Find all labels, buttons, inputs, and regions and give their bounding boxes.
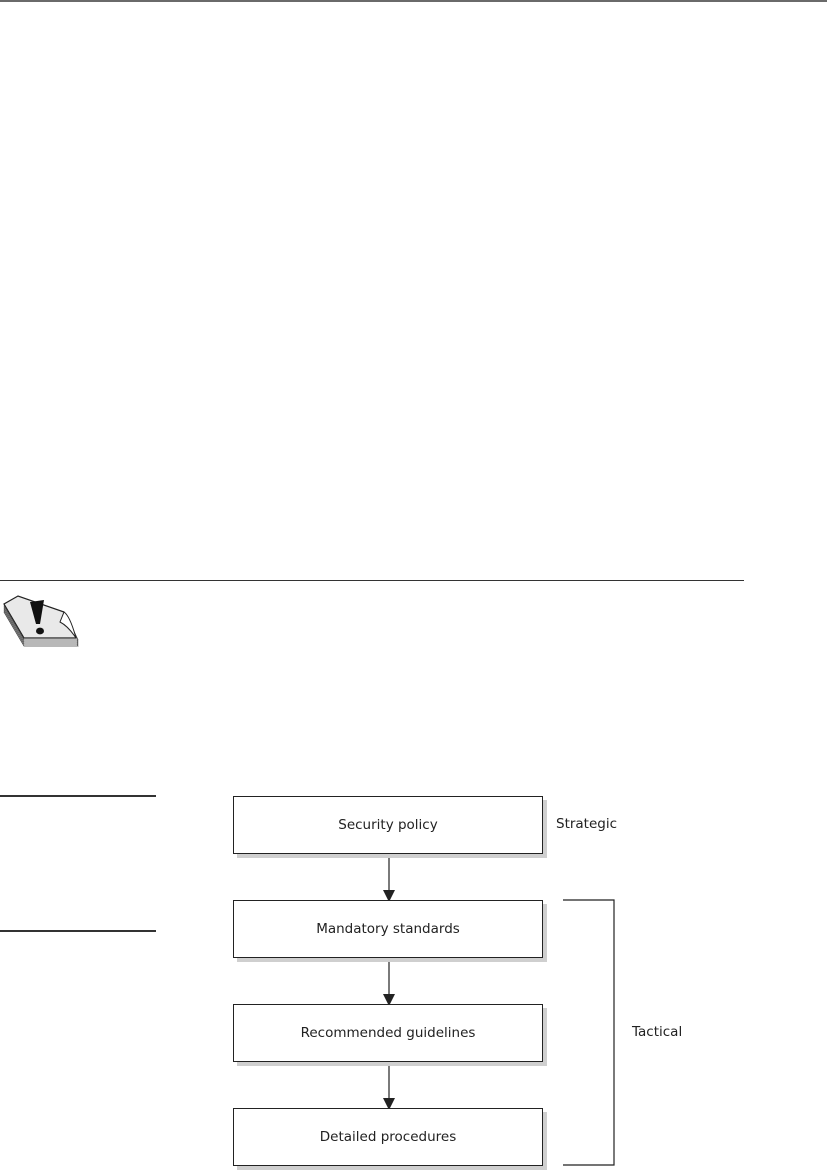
figure-caption-rule-bottom xyxy=(0,930,156,932)
tactical-bracket xyxy=(563,900,614,1165)
box-recommended-guidelines xyxy=(233,1004,543,1062)
level-label-tactical: Tactical xyxy=(632,1024,683,1040)
box-label: Detailed procedures xyxy=(319,1129,457,1145)
box-label: Security policy xyxy=(338,817,438,833)
caution-divider xyxy=(0,580,744,581)
level-label-strategic: Strategic xyxy=(556,816,618,832)
top-rule xyxy=(0,0,827,2)
box-label: Recommended guidelines xyxy=(300,1025,476,1041)
figure-caption-rule-top xyxy=(0,795,156,797)
caution-icon xyxy=(0,586,84,658)
box-label: Mandatory standards xyxy=(316,921,460,937)
box-detailed-procedures xyxy=(233,1108,543,1166)
box-security-policy xyxy=(233,796,543,854)
box-mandatory-standards xyxy=(233,900,543,958)
